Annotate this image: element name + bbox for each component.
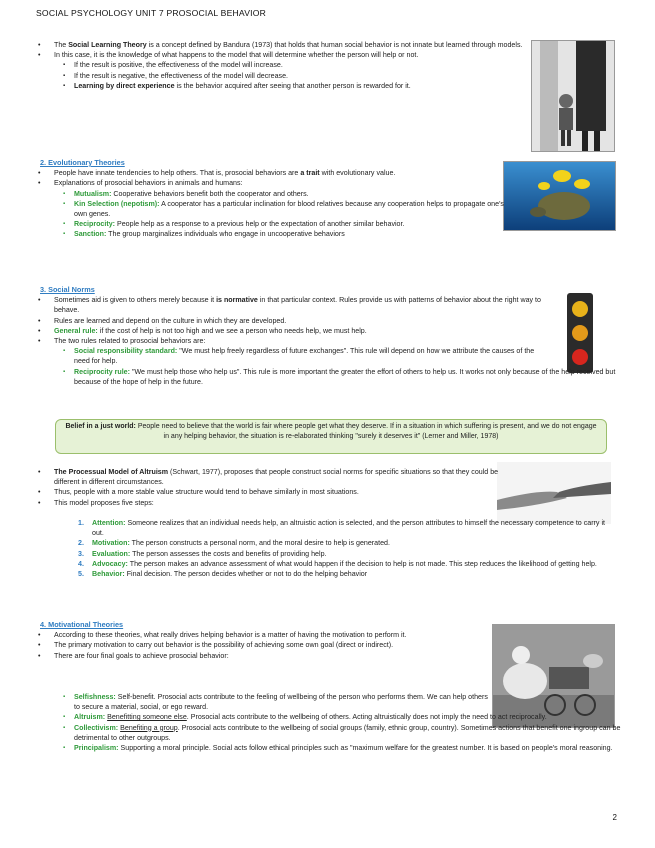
list-item: ▪ Altruism: Benefitting someone else. Prosocial acts contribute to the wellbeing of others. Acting altruistically does not imply the need to act reciprocally. <box>30 712 634 722</box>
list-item: • Rules are learned and depend on the culture in which they are developed. <box>30 316 550 326</box>
section-motivational <box>30 620 480 661</box>
section-title: 3. Social Norms <box>40 285 95 294</box>
list-item: • In this case, it is the knowledge of what happens to the model that will determine whether the person will help or not. <box>30 50 530 60</box>
motivational-goals <box>30 692 621 753</box>
list-item: • There are four final goals to achieve prosocial behavior: <box>30 651 480 661</box>
list-item: ▪ Kin Selection (nepotism): A cooperator has a particular inclination for blood relatives because any cooperation helps to propagate one's own genes. <box>30 199 510 219</box>
list-item: ▪ If the result is negative, the effectiveness of the model will decrease. <box>30 71 530 81</box>
list-item: ▪ Reciprocity rule: "We must help those who help us". This rule is more important the greater the effort of others to help us. It works not only because of the help received but because of the hope of help in the future. <box>30 367 634 387</box>
page-header: SOCIAL PSYCHOLOGY UNIT 7 PROSOCIAL BEHAVIOR <box>36 8 267 18</box>
list-item: ▪ Principalism: Supporting a moral principle. Social acts follow ethical principles such as "maximum welfare for the greatest number. It is based on people's moral reasoning. <box>30 743 634 753</box>
list-item: 2. Motivation: The person constructs a personal norm, and the moral desire to help is generated. <box>78 539 390 548</box>
list-item: • According to these theories, what really drives helping behavior is a matter of having the motivation to perform it. <box>30 630 480 640</box>
list-item: ▪ Reciprocity: People help as a response to a previous help or the expectation of another similar behavior. <box>30 219 614 229</box>
photo-traffic-light <box>553 289 607 377</box>
list-item: 1. Attention: Someone realizes that an individual needs help, an altruistic action is selected, and the person attributes to himself the necessary competence to carry it out. <box>78 519 605 538</box>
list-item: • Explanations of prosocial behaviors in animals and humans: <box>30 178 510 188</box>
list-item: ▪ Social responsibility standard: "We must help freely regardless of future exchanges". This rule will depend on how we attribute the causes of the need for help. <box>30 346 550 366</box>
list-item: • The Social Learning Theory is a concept defined by Bandura (1973) that holds that human social behavior is not innate but learned through models. <box>30 40 530 50</box>
page-number: 2 <box>612 813 617 822</box>
list-item: • The two rules related to prosocial behaviors are: <box>30 336 550 346</box>
list-item: ▪ Sanction: The group marginalizes individuals who engage in uncooperative behaviors <box>30 229 614 239</box>
list-item: • Thus, people with a more stable value structure would tend to behave similarly in most situations. <box>30 487 500 497</box>
list-item: ▪ Learning by direct experience is the behavior acquired after seeing that another person is rewarded for it. <box>30 81 530 91</box>
list-item: ▪ If the result is positive, the effectiveness of the model will increase. <box>30 60 530 70</box>
section-social-norms <box>30 285 616 387</box>
list-item: 5. Behavior: Final decision. The person decides whether or not to do the helping behavior <box>78 570 368 579</box>
list-item: • People have innate tendencies to help others. That is, prosocial behaviors are a trait with evolutionary value. <box>30 168 510 178</box>
list-item: 4. Advocacy: The person makes an advance assessment of what would happen if the decision to help is not made. This step reduces the likelihood of getting help. <box>78 559 597 568</box>
list-item: • Sometimes aid is given to others merely because it is normative in that particular context. Rules provide us with patterns of behavior about the right way to behave. <box>30 295 550 315</box>
list-item: 3. Evaluation: The person assesses the costs and benefits of providing help. <box>78 549 327 558</box>
list-item: • General rule: if the cost of help is not too high and we see a person who needs help, we must help. <box>30 326 550 336</box>
section-evolutionary <box>30 158 510 240</box>
photo-helping-hands <box>497 462 611 524</box>
section-title: 4. Motivational Theories <box>40 620 124 629</box>
just-world-callout: Belief in a just world: People need to believe that the world is fair where people get what they deserve. If in a situation in which suffering is present, and we do not engage in any helping behavior, the situation is re-elaborated thinking "surely it deserves it" (Lerner and Miller, 1978) <box>55 419 607 454</box>
list-item: ▪ Collectivism: Benefiting a group. Prosocial acts contribute to the wellbeing of social groups (family, ethnic group, country). Sometimes actions that benefit one ingroup can be detrimental to other outgroups. <box>30 723 634 743</box>
section-title: 2. Evolutionary Theories <box>40 158 125 167</box>
list-item: • This model proposes five steps: <box>30 498 500 508</box>
photo-adult-child <box>531 40 615 152</box>
section-social-learning <box>30 40 530 91</box>
list-item: ▪ Selfishness: Self-benefit. Prosocial acts contribute to the feeling of wellbeing of the person who performs them. We can help others to secure a material, social, or ego reward. <box>30 692 490 712</box>
processual-steps <box>30 518 605 579</box>
list-item: ▪ Mutualism: Cooperative behaviors benefit both the cooperator and others. <box>30 189 510 199</box>
section-processual-model <box>30 467 500 508</box>
list-item: • The primary motivation to carry out behavior is the possibility of achieving some own goal (direct or indirect). <box>30 640 480 650</box>
list-item: • The Processual Model of Altruism (Schwart, 1977), proposes that people construct social norms for specific situations so that they could be different in different circumstances. <box>30 467 500 487</box>
